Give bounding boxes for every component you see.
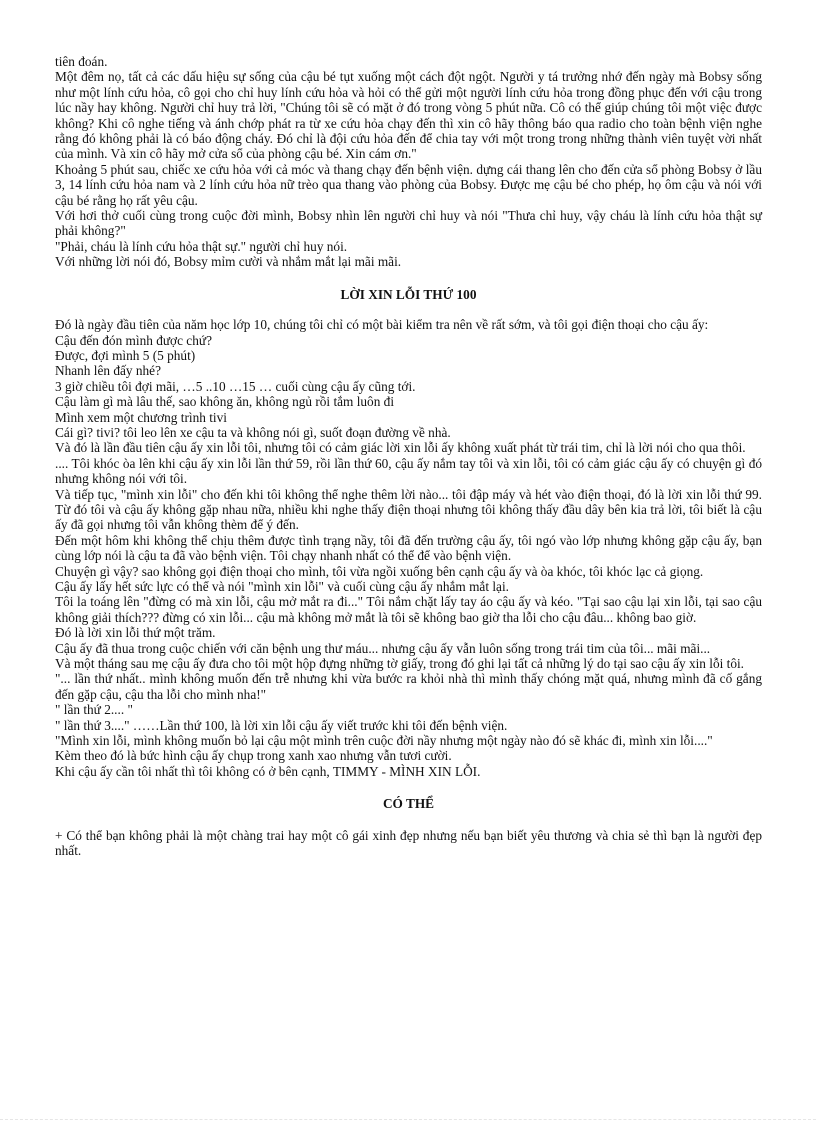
paragraph: Với những lời nói đó, Bobsy mỉm cười và nhắm mắt lại mãi mãi. [55, 254, 402, 270]
document-page [55, 54, 762, 859]
paragraph: Và đó là lần đầu tiên cậu ấy xin lỗi tôi, nhưng tôi có cảm giác lời xin lỗi ấy không xuất phát từ trái tim, chỉ là lời nói cho qua thôi. [55, 440, 746, 456]
paragraph: "Phải, cháu là lính cứu hỏa thật sự." người chỉ huy nói. [55, 238, 348, 254]
paragraph: Tôi la toáng lên "đừng có mà xin lỗi, cậu mở mắt ra đi..." Tôi nắm chặt lấy tay áo cậu ấy và kéo. "Tại sao cậu lại xin lỗi, tại sao cậu không giải thích??? đừng có xin lỗi... cậu mà không mở mắt là tôi sẽ không bao giờ tha lỗi cho cậu đâu... không bao giờ. [55, 594, 762, 625]
paragraph: Được, đợi mình 5 (5 phút) [55, 347, 196, 363]
page-bottom-rule [0, 1119, 816, 1120]
story-100th-apology [55, 317, 762, 779]
paragraph: Một đêm nọ, tất cả các dấu hiệu sự sống của cậu bé tụt xuống một cách đột ngột. Người y tá trưởng nhớ đến ngày mà Bobsy sống như một lính cứu hỏa, cô gọi cho chỉ huy lính cứu hỏa và hỏi có thể gửi một người lính cứu hỏa trong đồng phục đến với cậu trong lúc nầy hay không. Người chỉ huy trả lời, "Chúng tôi sẽ có mặt ở đó trong vòng 5 phút nữa. Cô có thể giúp chúng tôi một việc được không? Khi cô nghe tiếng và ánh chớp phát ra từ xe cứu hỏa chạy đến thì xin cô hãy thông báo qua radio cho toàn bệnh viện nghe rằng đó không phải là có báo động cháy. Đó chỉ là đội cứu hỏa đến để chia tay với một trong trong những thành viên tuyệt vời nhất của mình. Và xin cô hãy mở cửa sổ của phòng cậu bé. Xin cám ơn." [55, 69, 762, 162]
paragraph: Và một tháng sau mẹ cậu ấy đưa cho tôi một hộp đựng những tờ giấy, trong đó ghi lại tất cả những lý do tại sao cậu ấy xin lỗi tôi. [55, 656, 744, 672]
paragraph: Nhanh lên đấy nhé? [55, 363, 161, 379]
section-heading-sorry: LỜI XIN LỖI THỨ 100 [340, 286, 477, 302]
paragraph: Khi cậu ấy cần tôi nhất thì tôi không có ở bên cạnh, TIMMY - MÌNH XIN LỖI. [55, 763, 481, 779]
paragraph: Chuyện gì vậy? sao không gọi điện thoại cho mình, tôi vừa ngồi xuống bên cạnh cậu ấy và òa khóc, tôi khóc lạc cả giọng. [55, 563, 704, 579]
paragraph: Kèm theo đó là bức hình cậu ấy chụp trong xanh xao nhưng vẫn tươi cười. [55, 748, 452, 764]
paragraph: Cậu ấy đã thua trong cuộc chiến với căn bệnh ung thư máu... nhưng cậu ấy vẫn luôn sống trong trái tim của tôi... mãi mãi... [55, 640, 711, 656]
story-maybe [55, 828, 762, 859]
paragraph: Cậu ấy lấy hết sức lực có thể và nói "mình xin lỗi" và cuối cùng cậu ấy nhắm mắt lại. [55, 579, 509, 594]
paragraph: Và tiếp tục, "mình xin lỗi" cho đến khi tôi không thể nghe thêm lời nào... tôi đập máy và hét vào điện thoại, đó là lời xin lỗi thứ 99. Từ đó tôi và cậu ấy không gặp nhau nữa, nhiều khi nghe thấy điện thoại nhưng tôi không thấy đầu dây bên kia trả lời, tôi biết là cậu ấy đã gọi nhưng tôi vẫn không thèm để ý đến. [55, 486, 762, 533]
paragraph: 3 giờ chiều tôi đợi mãi, …5 ..10 …15 … cuối cùng cậu ấy cũng tới. [55, 378, 416, 394]
paragraph: Đó là lời xin lỗi thứ một trăm. [55, 625, 216, 641]
paragraph: Mình xem một chương trình tivi [55, 409, 227, 425]
section-heading-maybe: CÓ THỂ [382, 796, 435, 812]
story-firefighter [55, 54, 762, 270]
paragraph: "Mình xin lỗi, mình không muốn bỏ lại cậu một mình trên cuộc đời nầy nhưng một ngày nào đó sẽ khác đi, mình xin lỗi...." [55, 733, 713, 749]
paragraph: " lần thứ 3...." ……Lần thứ 100, là lời xin lỗi cậu ấy viết trước khi tôi đến bệnh viện. [55, 717, 508, 733]
paragraph: + Có thể bạn không phải là một chàng trai hay một cô gái xinh đẹp nhưng nếu bạn biết yêu thương và chia sẻ thì bạn là người đẹp nhất. [55, 827, 762, 859]
paragraph: Cậu làm gì mà lâu thế, sao không ăn, không ngủ rồi tắm luôn đi [55, 394, 395, 410]
paragraph: Khoảng 5 phút sau, chiếc xe cứu hỏa với cả móc và thang chạy đến bệnh viện. dựng cái thang lên cho đến cửa sổ phòng Bobsy ở lầu 3, 14 lính cứu hỏa nam và 2 lính cứu hỏa nữ trèo qua thang vào phòng của Bobsy. Được mẹ cậu bé cho phép, họ ôm cậu và nói với cậu bé rằng họ rất yêu cậu. [55, 161, 762, 208]
paragraph: " lần thứ 2.... " [55, 702, 133, 718]
paragraph: .... Tôi khóc òa lên khi cậu ấy xin lỗi lần thứ 59, rồi lần thứ 60, cậu ấy nắm tay tôi và xin lỗi, tôi có cảm giác cậu ấy có chuyện gì đó nhưng không nói với tôi. [55, 455, 762, 487]
paragraph: Đó là ngày đầu tiên của năm học lớp 10, chúng tôi chỉ có một bài kiểm tra nên về rất sớm, và tôi gọi điện thoại cho cậu ấy: [55, 317, 709, 333]
paragraph: Cái gì? tivi? tôi leo lên xe cậu ta và không nói gì, suốt đoạn đường về nhà. [55, 424, 451, 440]
paragraph: Cậu đến đón mình được chứ? [55, 332, 212, 348]
paragraph: "... lần thứ nhất.. mình không muốn đến trễ nhưng khi vừa bước ra khỏi nhà thì mình thấy chóng mặt quá, nhưng mình đã cố gắng đến gặp cậu, cậu tha lỗi cho mình nha!" [55, 671, 762, 702]
paragraph: Với hơi thở cuối cùng trong cuộc đời mình, Bobsy nhìn lên người chỉ huy và nói "Thưa chỉ huy, vậy cháu là lính cứu hỏa thật sự phải không?" [55, 208, 762, 239]
paragraph: tiên đoán. [55, 54, 108, 69]
paragraph: Đến một hôm khi không thể chịu thêm được tình trạng nầy, tôi đã đến trường cậu ấy, tôi ngó vào lớp nhưng không gặp cậu ấy, bạn cùng lớp nói là cậu ta đã vào bệnh viện. Tôi chạy nhanh nhất có thể để vào bệnh viện. [55, 532, 762, 564]
